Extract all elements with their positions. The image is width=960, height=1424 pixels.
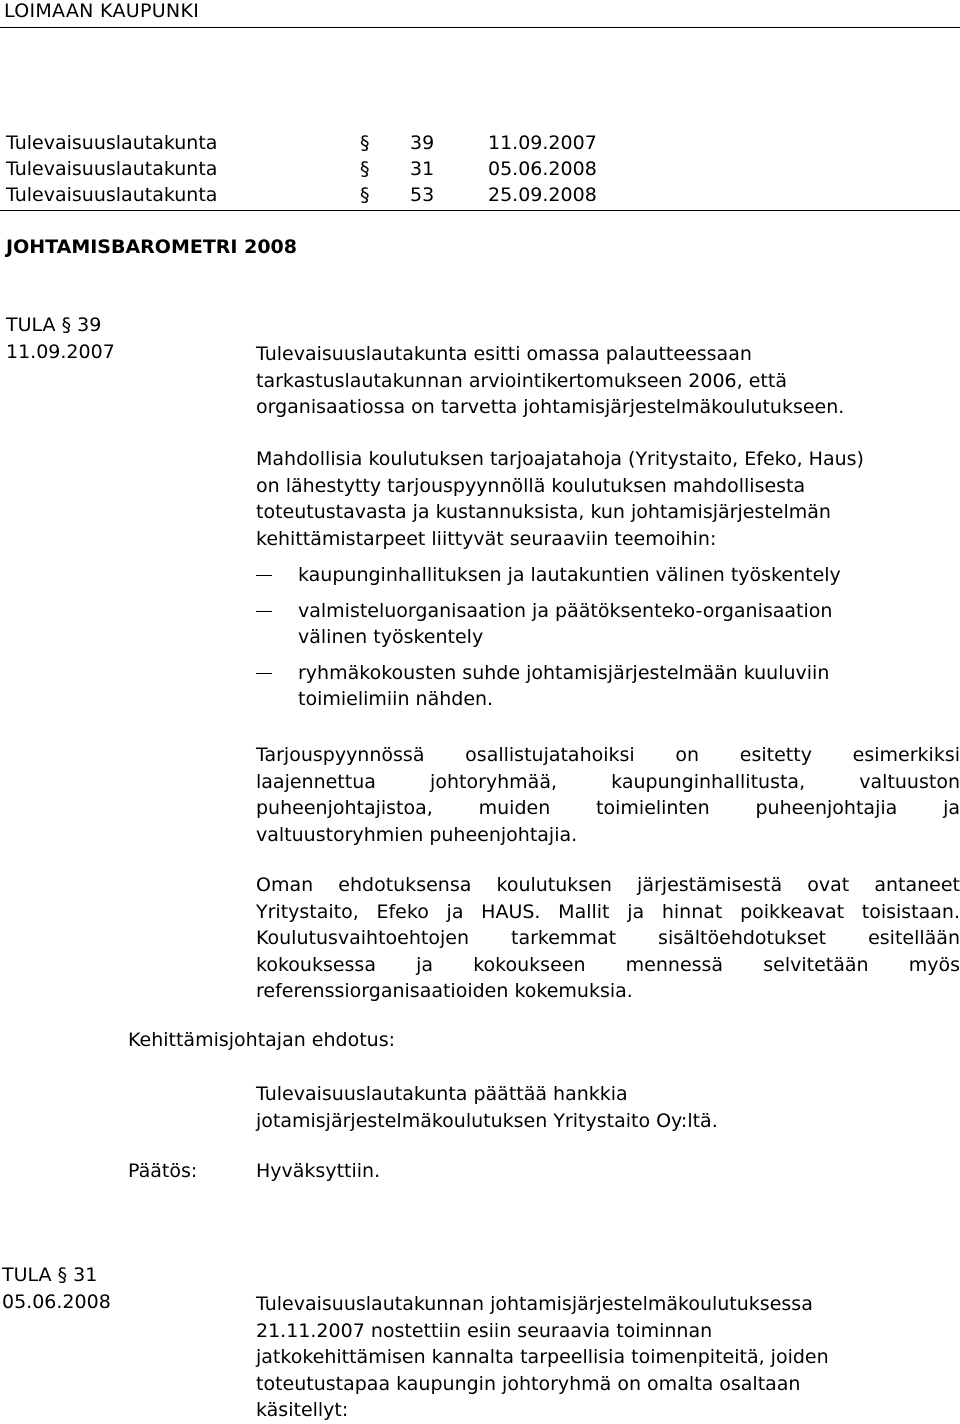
text-line: toteutustavasta ja kustannuksista, kun johtamisjärjestelmän: [256, 501, 831, 523]
text-line: jatkokehittämisen kannalta tarpeellisia toimenpiteitä, joiden: [256, 1346, 829, 1368]
section-id: TULA § 31: [2, 1264, 98, 1286]
text-line: valtuustoryhmien puheenjohtajia.: [256, 823, 578, 846]
paragraph-offers: [256, 872, 960, 1005]
proposal-label: Kehittämisjohtajan ehdotus:: [128, 1029, 396, 1051]
dash-icon: [256, 611, 272, 612]
text-line: on lähestytty tarjouspyynnöllä koulutuksen mahdollisesta: [256, 474, 806, 497]
text-line: Tulevaisuuslautakunnan johtamisjärjestelmäkoulutuksessa: [256, 1293, 813, 1315]
text-line: Oman ehdotuksensa koulutuksen järjestämisestä ovat antaneet: [256, 874, 960, 896]
list-item: [256, 660, 960, 713]
section2-paragraph: [256, 1291, 960, 1424]
reference-date: 25.09.2008: [488, 184, 597, 206]
decision-text: Hyväksyttiin.: [256, 1160, 381, 1182]
list-item-text: toimielimiin nähden.: [298, 688, 494, 710]
text-line: toteutustapaa kaupungin johtoryhmä on omalta osaltaan: [256, 1372, 801, 1395]
text-line: Koulutusvaihtoehtojen tarkemmat sisältöehdotukset esitellään: [256, 927, 960, 949]
list-item-text: valmisteluorganisaation ja päätöksenteko-organisaation: [298, 599, 833, 622]
list-item: [256, 562, 960, 589]
reference-date: 11.09.2007: [488, 132, 597, 154]
reference-number: 31: [410, 158, 435, 180]
decision-label: Päätös:: [128, 1160, 198, 1182]
reference-date: 05.06.2008: [488, 158, 597, 180]
paragraph-participants: [256, 742, 960, 848]
reference-number: 53: [410, 184, 435, 206]
dash-icon: [256, 575, 272, 576]
text-line: kehittämistarpeet liittyvät seuraaviin teemoihin:: [256, 527, 717, 550]
list-item-text: kaupunginhallituksen ja lautakuntien välinen työskentely: [298, 564, 841, 586]
reference-line: [6, 184, 960, 210]
intro-paragraph: [256, 341, 960, 421]
organization-header: LOIMAAN KAUPUNKI: [4, 0, 200, 22]
header-rule: [0, 27, 960, 28]
text-line: Tulevaisuuslautakunta päättää hankkia: [256, 1083, 628, 1105]
text-line: kokouksessa ja kokoukseen mennessä selvitetään myös: [256, 953, 960, 976]
list-item-text: välinen työskentely: [298, 626, 484, 648]
reference-body: Tulevaisuuslautakunta: [6, 158, 218, 180]
section-date: 05.06.2008: [2, 1291, 111, 1313]
text-line: jotamisjärjestelmäkoulutuksen Yritystaito Oy:ltä.: [256, 1109, 718, 1132]
text-line: laajennettua johtoryhmää, kaupunginhallitusta, valtuuston: [256, 770, 960, 793]
reference-body: Tulevaisuuslautakunta: [6, 184, 218, 206]
text-line: organisaatiossa on tarvetta johtamisjärjestelmäkoulutukseen.: [256, 396, 845, 418]
section-sign: §: [360, 184, 370, 206]
text-line: referenssiorganisaatioiden kokemuksia.: [256, 980, 633, 1002]
dash-icon: [256, 673, 272, 674]
reference-line: [6, 158, 960, 184]
theme-list: [256, 562, 960, 722]
section-id: TULA § 39: [6, 314, 102, 336]
proposal-text: [256, 1081, 960, 1134]
section-sign: §: [360, 158, 370, 180]
section-date: 11.09.2007: [6, 341, 115, 363]
text-line: Tulevaisuuslautakunta esitti omassa palautteessaan: [256, 343, 752, 365]
text-line: Mahdollisia koulutuksen tarjoajatahoja (Yritystaito, Efeko, Haus): [256, 448, 864, 470]
text-line: 21.11.2007 nostettiin esiin seuraavia toiminnan: [256, 1319, 713, 1342]
references-rule: [0, 210, 960, 211]
text-line: Tarjouspyynnössä osallistujatahoiksi on esitetty esimerkiksi: [256, 744, 960, 766]
list-item: [256, 598, 960, 651]
text-line: puheenjohtajistoa, muiden toimielinten puheenjohtajia ja: [256, 797, 960, 819]
text-line: Yritystaito, Efeko ja HAUS. Mallit ja hinnat poikkeavat toisistaan.: [256, 900, 960, 923]
reference-line: [6, 132, 960, 158]
reference-number: 39: [410, 132, 435, 154]
paragraph-providers: [256, 446, 960, 552]
text-line: käsitellyt:: [256, 1399, 349, 1421]
document-title: JOHTAMISBAROMETRI 2008: [6, 236, 297, 258]
text-line: tarkastuslautakunnan arviointikertomukseen 2006, että: [256, 369, 787, 392]
section-sign: §: [360, 132, 370, 154]
list-item-text: ryhmäkokousten suhde johtamisjärjestelmään kuuluviin: [298, 661, 830, 684]
reference-body: Tulevaisuuslautakunta: [6, 132, 218, 154]
